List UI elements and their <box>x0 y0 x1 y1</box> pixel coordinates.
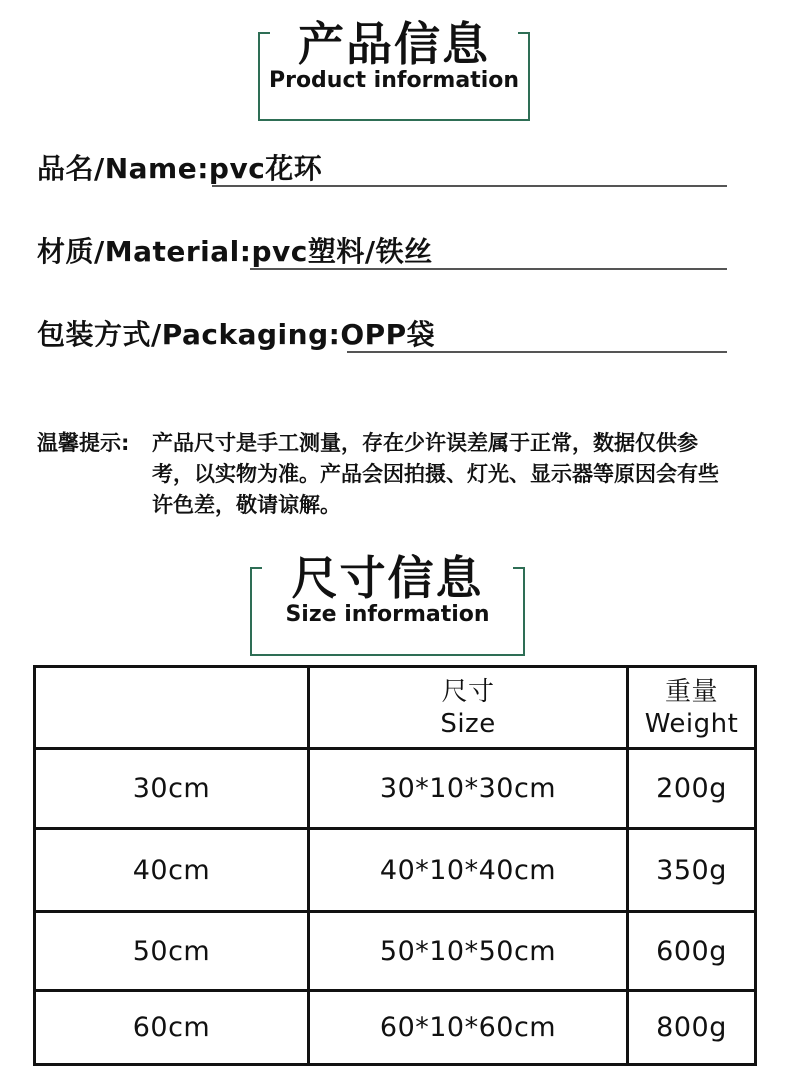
row-weight-cell: 800g <box>628 991 756 1065</box>
row-weight-cell: 600g <box>628 912 756 991</box>
header-blank-cell <box>35 667 309 749</box>
table-row <box>35 991 756 1065</box>
size-info-title-cn: 尺寸信息 <box>291 551 484 605</box>
row-model-cell: 30cm <box>35 749 309 829</box>
table-row <box>35 749 756 829</box>
product-packaging: 包装方式/Packaging:OPP袋 <box>37 318 436 351</box>
product-name-underline <box>212 185 727 187</box>
table-row <box>35 829 756 912</box>
header-size-en: Size <box>440 708 496 739</box>
product-packaging-underline <box>347 351 727 353</box>
table-row <box>35 912 756 991</box>
header-size-cell <box>309 667 628 749</box>
product-info-title-en: Product information <box>268 68 520 93</box>
product-material: 材质/Material:pvc塑料/铁丝 <box>37 235 433 268</box>
tip-label: 温馨提示: <box>37 431 130 455</box>
header-size-cn: 尺寸 <box>441 676 495 707</box>
tip-text: 产品尺寸是手工测量，存在少许误差属于正常，数据仅供参考，以实物为准。产品会因拍摄、灯光、显示器等原因会有些许色差，敬请谅解。 <box>152 431 719 517</box>
row-weight-cell: 200g <box>628 749 756 829</box>
row-size-cell: 60*10*60cm <box>309 991 628 1065</box>
size-info-title-en: Size information <box>285 602 490 627</box>
size-table <box>33 665 757 1066</box>
product-name: 品名/Name:pvc花环 <box>37 152 323 185</box>
row-weight-cell: 350g <box>628 829 756 912</box>
table-header-row <box>35 667 756 749</box>
row-size-cell: 50*10*50cm <box>309 912 628 991</box>
header-weight-en: Weight <box>644 708 739 739</box>
row-size-cell: 40*10*40cm <box>309 829 628 912</box>
row-model-cell: 50cm <box>35 912 309 991</box>
row-model-cell: 40cm <box>35 829 309 912</box>
product-material-underline <box>250 268 727 270</box>
header-weight-cell <box>628 667 756 749</box>
header-weight-cn: 重量 <box>664 676 718 707</box>
row-model-cell: 60cm <box>35 991 309 1065</box>
product-info-title-cn: 产品信息 <box>298 17 490 71</box>
row-size-cell: 30*10*30cm <box>309 749 628 829</box>
